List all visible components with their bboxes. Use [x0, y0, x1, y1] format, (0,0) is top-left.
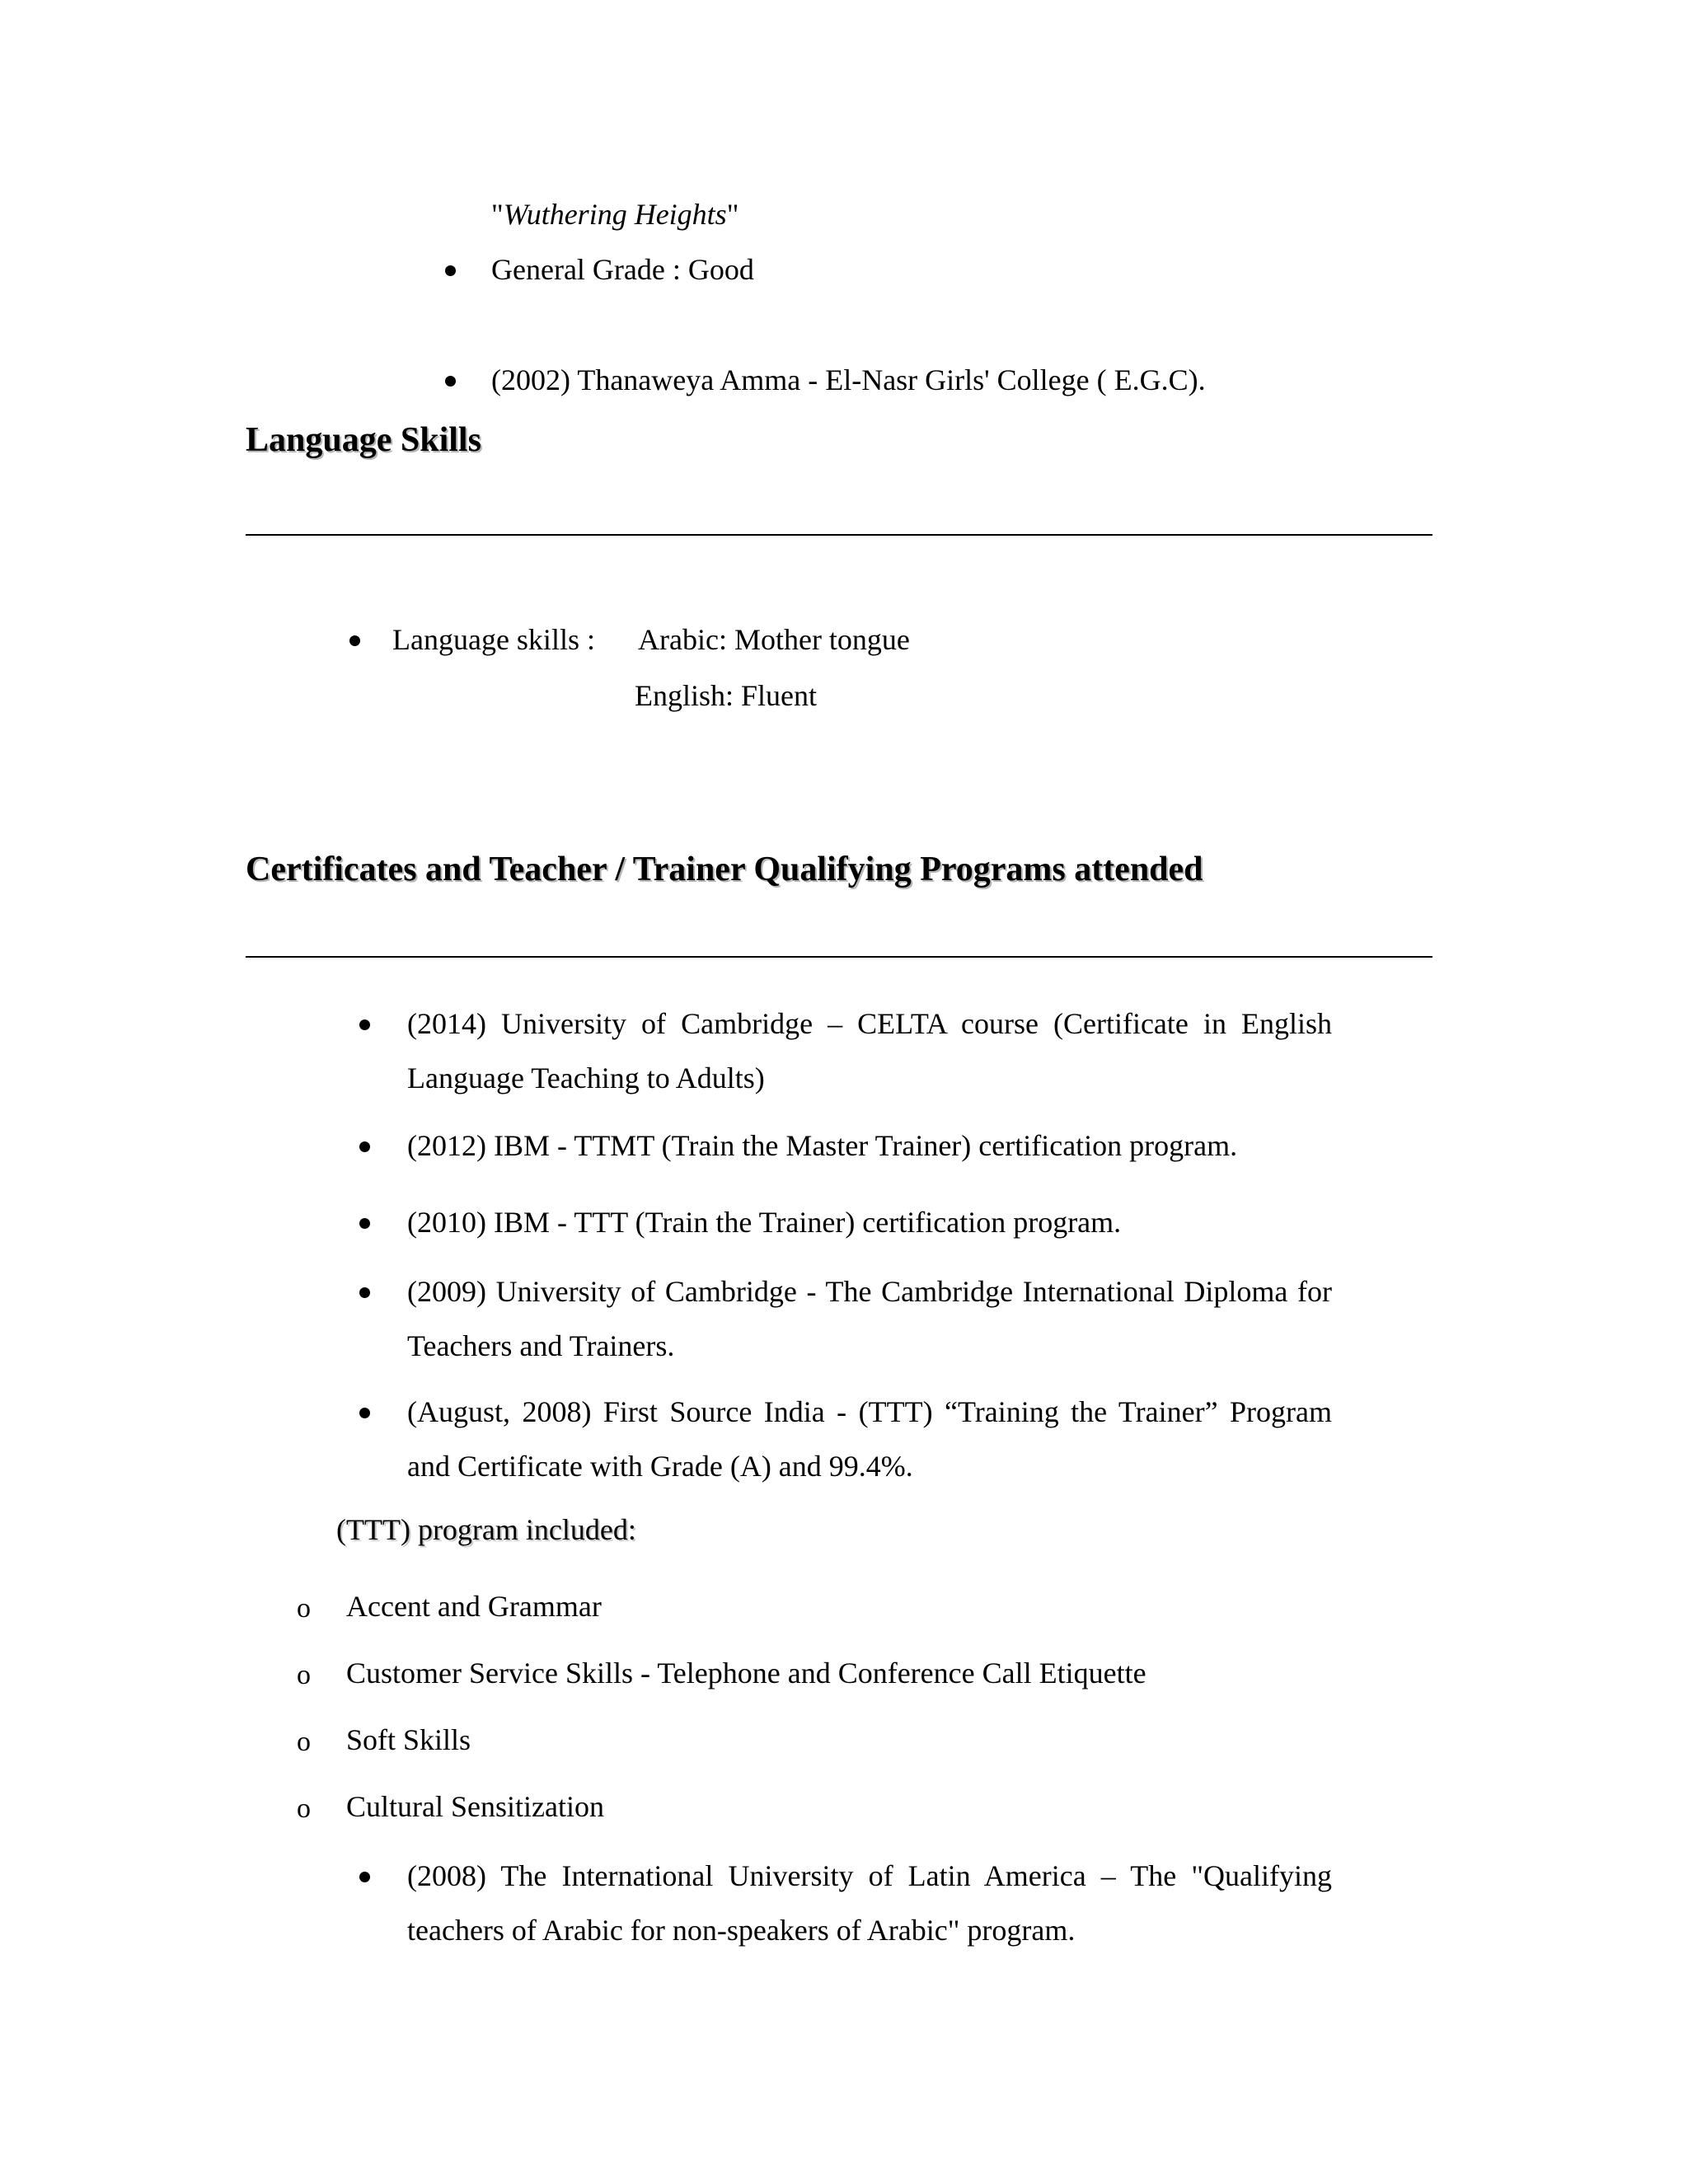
bullet-dot — [445, 376, 456, 387]
certificate-item-latin-america-cont: teachers of Arabic for non-speakers of Arabic" program. — [407, 1914, 1076, 1947]
circle-bullet: o — [297, 1660, 311, 1690]
bullet-dot — [359, 1287, 370, 1298]
certificate-item-first-source-cont: and Certificate with Grade (A) and 99.4%. — [407, 1450, 913, 1483]
thesis-title: Wuthering Heights — [503, 198, 727, 231]
section-divider — [246, 534, 1432, 536]
bullet-dot — [359, 1408, 370, 1418]
circle-bullet: o — [297, 1793, 311, 1824]
ttt-topic-accent-grammar: Accent and Grammar — [346, 1590, 602, 1623]
ttt-topic-cultural-sensitization: Cultural Sensitization — [346, 1790, 604, 1823]
certificate-item-celta-cont: Language Teaching to Adults) — [407, 1062, 765, 1094]
language-arabic: Arabic: Mother tongue — [638, 623, 910, 656]
circle-bullet: o — [297, 1727, 311, 1757]
secondary-education-text: (2002) Thanaweya Amma - El-Nasr Girls' College ( E.G.C). — [491, 363, 1206, 396]
language-skills-label: Language skills : — [392, 623, 595, 656]
language-skills-heading: Language Skills — [246, 421, 481, 459]
close-quote: " — [726, 198, 739, 231]
bullet-dot — [349, 635, 360, 646]
certificate-item-latin-america: (2008) The International University of Latin America – The "Qualifying — [407, 1859, 1332, 1892]
bullet-dot — [359, 1019, 370, 1030]
certificate-item-cambridge-diploma-cont: Teachers and Trainers. — [407, 1329, 675, 1362]
bullet-dot — [359, 1218, 370, 1229]
certificate-item-ttt: (2010) IBM - TTT (Train the Trainer) certification program. — [407, 1206, 1122, 1239]
ttt-program-intro: (TTT) program included: — [336, 1513, 636, 1546]
bullet-dot — [359, 1872, 370, 1882]
certificates-heading: Certificates and Teacher / Trainer Qualifying Programs attended — [246, 851, 1203, 888]
certificate-item-ttmt: (2012) IBM - TTMT (Train the Master Trainer) certification program. — [407, 1129, 1238, 1162]
ttt-topic-soft-skills: Soft Skills — [346, 1723, 471, 1756]
section-divider — [246, 956, 1432, 958]
bullet-dot — [359, 1141, 370, 1152]
ttt-topic-customer-service: Customer Service Skills - Telephone and Conference Call Etiquette — [346, 1657, 1146, 1690]
open-quote: " — [491, 198, 504, 231]
bullet-dot — [445, 265, 456, 276]
circle-bullet: o — [297, 1593, 311, 1624]
grade-text: General Grade : Good — [491, 253, 754, 286]
certificate-item-celta: (2014) University of Cambridge – CELTA course (Certificate in English — [407, 1007, 1332, 1040]
language-english: English: Fluent — [635, 679, 818, 712]
thesis-title-line — [491, 196, 738, 232]
certificate-item-cambridge-diploma: (2009) University of Cambridge - The Cambridge International Diploma for — [407, 1275, 1332, 1308]
certificate-item-first-source: (August, 2008) First Source India - (TTT) “Training the Trainer” Program — [407, 1395, 1332, 1428]
